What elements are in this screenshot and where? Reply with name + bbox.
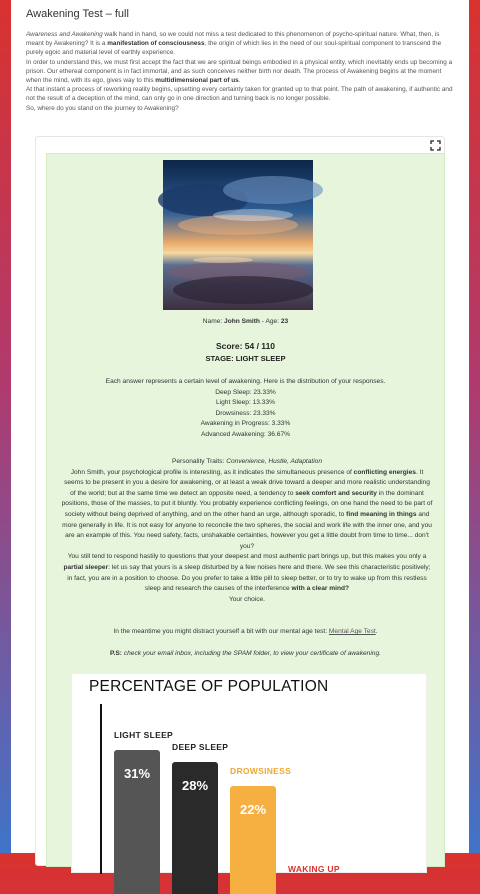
ps-label: P.S:: [110, 650, 122, 657]
user-name: John Smith: [224, 318, 260, 325]
page: [11, 0, 469, 874]
intro-text-span: .: [238, 77, 241, 85]
ps-text: check your email inbox, including the SPAM folder, to view your certificate of awakening.: [121, 650, 381, 657]
distract-line: [47, 628, 444, 635]
ps-line: [47, 650, 444, 657]
bar-value-label: 31%: [123, 766, 151, 781]
distract-end: .: [375, 628, 378, 635]
distribution-item: Drowsiness: 23.33%: [215, 409, 276, 417]
result-image: [163, 160, 313, 310]
bar-light-sleep: [114, 750, 160, 894]
intro-paragraph: At that instant a process of reworking reality begins, upsetting every certainty taken for granted up to that point. The path of awakening, if authentic and not the result of a deception of the mind, can only go in one direction and turning back is no longer possible.: [26, 86, 453, 103]
intro-text-span: In order to understand this, we must first accept the fact that we are spiritual beings embodied in a physical entity, which inevitably ends up becoming a prison. Our ethereal component is in fact immortal, and as such conceives neither birth nor death. The process of Awakening begins at the moment when the mind, with its ego, gives way to this: [26, 58, 453, 85]
bar-label-deep-sleep: DEEP SLEEP: [172, 742, 229, 752]
mental-age-test-link[interactable]: Mental Age Test: [328, 628, 376, 635]
stage-text: STAGE: LIGHT SLEEP: [205, 354, 286, 363]
profile-bold: with a clear mind?: [291, 585, 350, 593]
bar-label-waking-up: WAKING UP: [288, 864, 340, 874]
page-title: Awakening Test – full: [26, 8, 129, 20]
intro-italic: Awareness and Awakening: [26, 31, 103, 38]
chart-title: PERCENTAGE OF POPULATION: [89, 678, 329, 695]
bar-value-label: 22%: [239, 802, 267, 817]
traits-label: Personality Traits:: [171, 458, 227, 465]
profile-bold: find meaning in things: [346, 510, 417, 518]
population-chart: [71, 673, 427, 873]
intro-paragraph: [26, 30, 455, 58]
intro-bold: multidimensional part of us: [155, 77, 239, 85]
intro-paragraph: So, where do you stand on the journey to Awakening?: [26, 104, 179, 112]
profile-span: in the dominant positions, those of the masses, to put it bluntly. You probably experience conflicting feelings, on one hand the need to be part of society without being deprived of anything, and on the other hand an urge, although sporadic, to: [61, 489, 433, 518]
profile-paragraph: [61, 468, 433, 553]
intro-text-span: walk hand in hand, so we could not miss a test dedicated to this phenomenon of psycho-spiritual nature. What, then, is meant by Awakening? It is a: [26, 31, 440, 48]
bar-label-light-sleep: LIGHT SLEEP: [114, 730, 174, 740]
distribution-item: Deep Sleep: 23.33%: [215, 388, 276, 396]
intro-bold: manifestation of consciousness: [107, 40, 205, 48]
intro-text-span: , the origin of which lies in the need of our soul-spiritual component to transcend the purely egoic and material level of earthly experience.: [26, 40, 442, 57]
result-panel: [46, 153, 445, 874]
distribution-block: [47, 377, 444, 441]
profile-bold: seek comfort and security: [295, 489, 377, 497]
distribution-item: Awakening in Progress: 3.33%: [200, 420, 291, 428]
profile-span: . It seems to be present in you a desire for awakening, or at least a weak drive toward a deeper and more realistic understanding of the world; but at the same time we detect an opposite need, a tendency to: [64, 468, 430, 497]
user-age: 23: [280, 318, 289, 325]
profile-span: John Smith, your psychological profile is interesting, as it indicates the simultaneous presence of: [70, 468, 354, 476]
name-label: Name:: [202, 318, 225, 325]
bar-label-drowsiness: DROWSINESS: [230, 766, 292, 776]
profile-paragraph: [61, 552, 433, 594]
profile-bold: partial sleeper: [63, 563, 109, 571]
score-text: Score: 54 / 110: [215, 341, 276, 351]
intro-paragraph: [26, 58, 455, 86]
bar-deep-sleep: [172, 762, 218, 894]
profile-bold: conflicting energies: [353, 468, 416, 476]
name-line: [47, 318, 444, 325]
profile-span: : let us say that yours is a sleep disturbed by a few noises here and there. We see this characteristic positively; in fact, you are in a position to choose. Do you prefer to take a little pill to sleep better, or to try to wake up from this restless sleep and research the causes of the interference: [67, 563, 431, 593]
bar-drowsiness: [230, 786, 276, 894]
profile-span: and more generally in life. It is not easy for anyone to reconcile the two spheres, the social and work life with the inner one, and you are an example of this. You need safety, facts, unshakable certainties, however you get a little doubt from time to time... don't you?: [62, 510, 432, 550]
traits-line: [61, 457, 433, 468]
profile-text: [61, 457, 433, 605]
profile-span: You still tend to respond hastily to questions that your deepest and most authentic part brings up, but this makes you only a: [67, 553, 427, 561]
profile-closing: Your choice.: [228, 595, 266, 603]
expand-icon[interactable]: [431, 141, 440, 152]
chart-axis: [100, 704, 102, 874]
distribution-item: Light Sleep: 13.33%: [215, 399, 276, 407]
result-card: [35, 136, 445, 874]
distribution-intro: Each answer represents a certain level of awakening. Here is the distribution of your responses.: [105, 378, 386, 385]
traits-value: Convenience, Hustle, Adaptation: [226, 458, 323, 465]
age-label: - Age:: [259, 318, 281, 325]
distract-text: In the meantime you might distract yourself a bit with our mental age test:: [113, 628, 329, 635]
distribution-item: Advanced Awakening: 36.67%: [201, 430, 290, 438]
bar-value-label: 28%: [181, 778, 209, 793]
intro-text: [11, 24, 469, 113]
